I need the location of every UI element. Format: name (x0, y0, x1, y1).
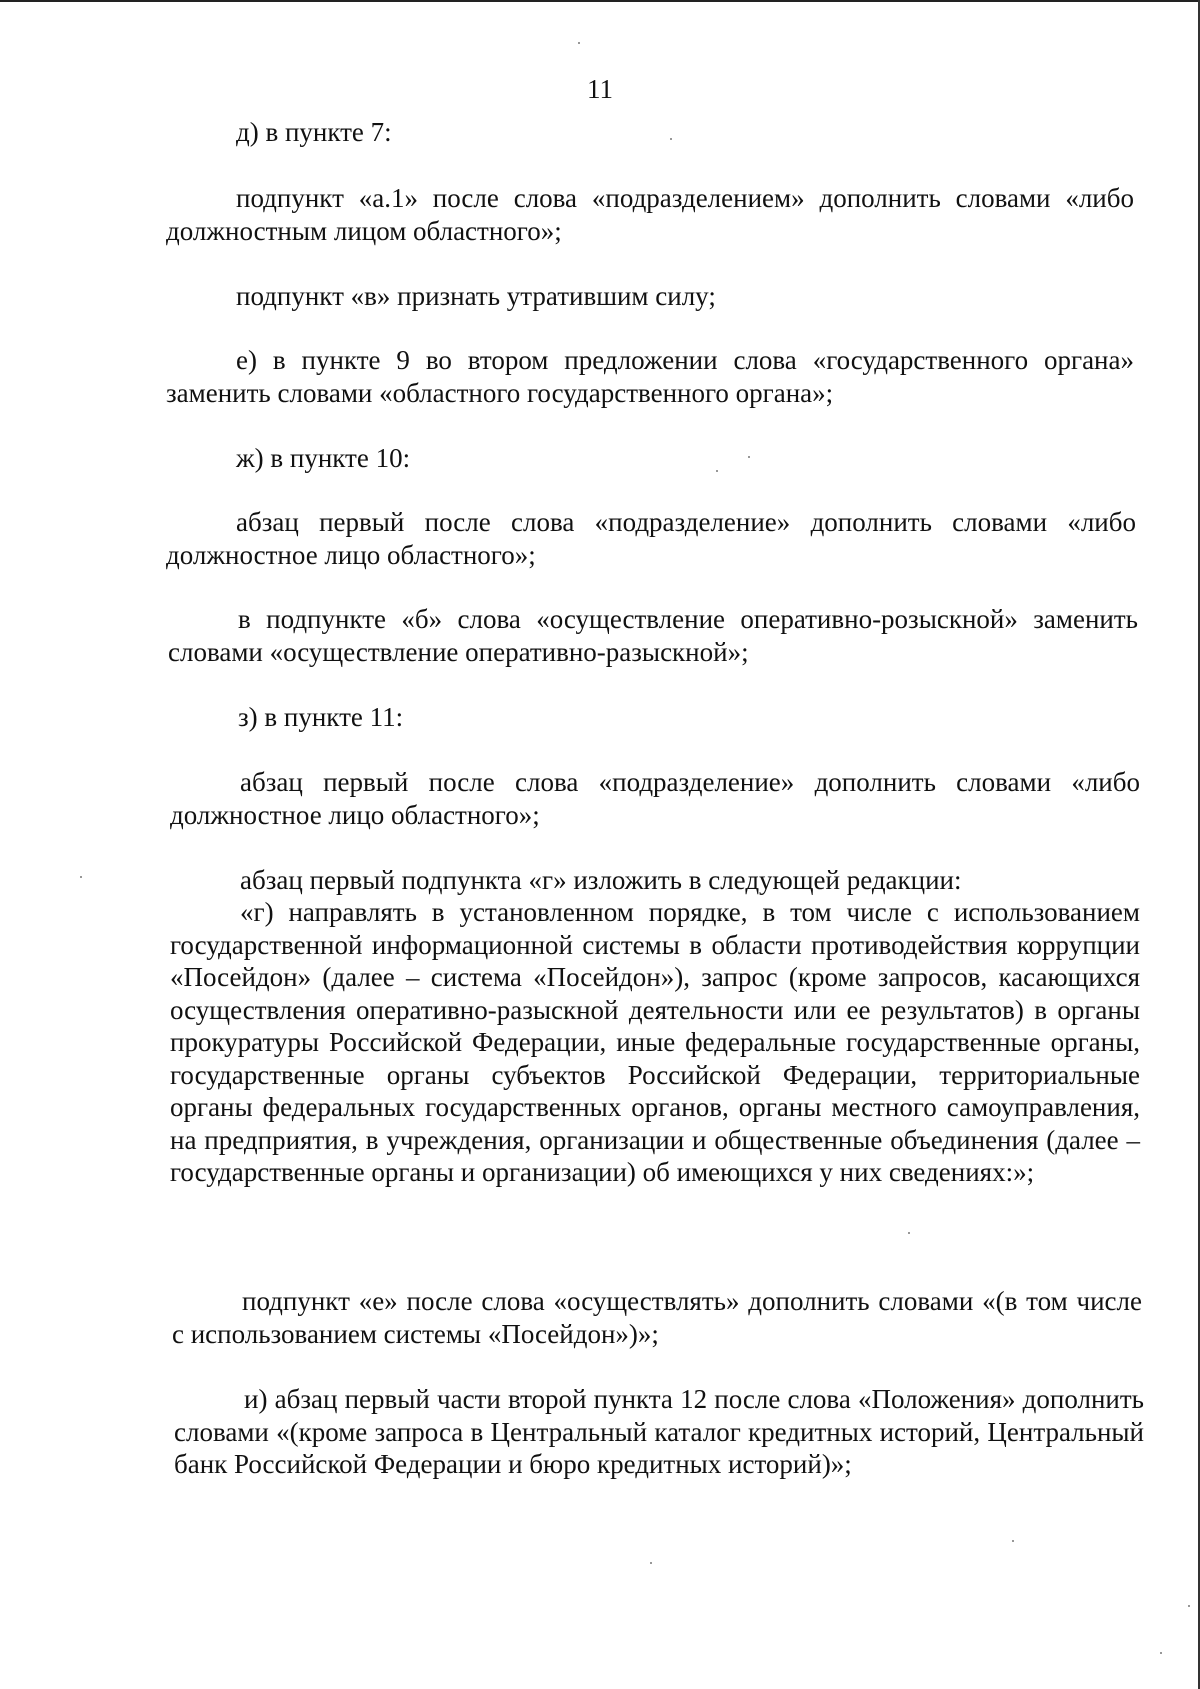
paragraph-z-abzac: абзац первый после слова «подразделение» дополнить словами «либо должностное лицо областного»; (170, 767, 1140, 830)
scan-edge-top (0, 0, 1200, 2)
scan-speck (1188, 1605, 1190, 1607)
paragraph-zh-abzac: абзац первый после слова «подразделение» дополнить словами «либо должностное лицо областного»; (166, 507, 1136, 570)
paragraph-z: з) в пункте 11: (238, 702, 404, 732)
scan-speck (80, 876, 82, 878)
paragraph-z-sub-g-intro: абзац первый подпункта «г» изложить в следующей редакции: (240, 865, 962, 895)
paragraph-z-sub-e: подпункт «е» после слова «осуществлять» дополнить словами «(в том числе с использованием системы «Посейдон»)»; (172, 1286, 1142, 1349)
page-number: 11 (587, 74, 613, 104)
scan-speck (670, 138, 672, 140)
paragraph-d: д) в пункте 7: (236, 117, 392, 147)
paragraph-z-sub-g-text: «г) направлять в установленном порядке, в том числе с использованием государственной информационной системы в области противодействия коррупции «Посейдон» (далее – система «Посейдон»), запрос (кроме запросов, касающихся осуществления оперативно-разыскной деятельности или ее результатов) в органы прокуратуры Российской Федерации, иные федеральные государственные органы, государственные органы субъектов Российской Федерации, территориальные органы федеральных государственных органов, органы местного самоуправления, на предприятия, в учреждения, организации и общественные объединения (далее – государственные органы и организации) об имеющихся у них сведениях:»; (170, 897, 1140, 1187)
scan-speck (908, 1232, 910, 1234)
scan-speck (716, 470, 718, 472)
paragraph-i: и) абзац первый части второй пункта 12 после слова «Положения» дополнить словами «(кроме запроса в Центральный каталог кредитных историй, Центральный банк Российской Федерации и бюро кредитных историй)»; (174, 1384, 1144, 1479)
paragraph-zh-sub-b: в подпункте «б» слова «осуществление оперативно-розыскной» заменить словами «осуществление оперативно-разыскной»; (168, 604, 1138, 667)
scan-speck (1012, 1540, 1014, 1542)
scan-speck (650, 1562, 652, 1564)
scan-speck (748, 456, 750, 458)
scan-speck (1160, 1652, 1162, 1654)
paragraph-d-sub-a1: подпункт «а.1» после слова «подразделением» дополнить словами «либо должностным лицом областного»; (166, 183, 1134, 246)
paragraph-e: е) в пункте 9 во втором предложении слова «государственного органа» заменить словами «областного государственного органа»; (166, 345, 1134, 408)
scan-speck (578, 42, 580, 44)
paragraph-d-sub-v: подпункт «в» признать утратившим силу; (236, 281, 716, 311)
paragraph-zh: ж) в пункте 10: (236, 443, 411, 473)
